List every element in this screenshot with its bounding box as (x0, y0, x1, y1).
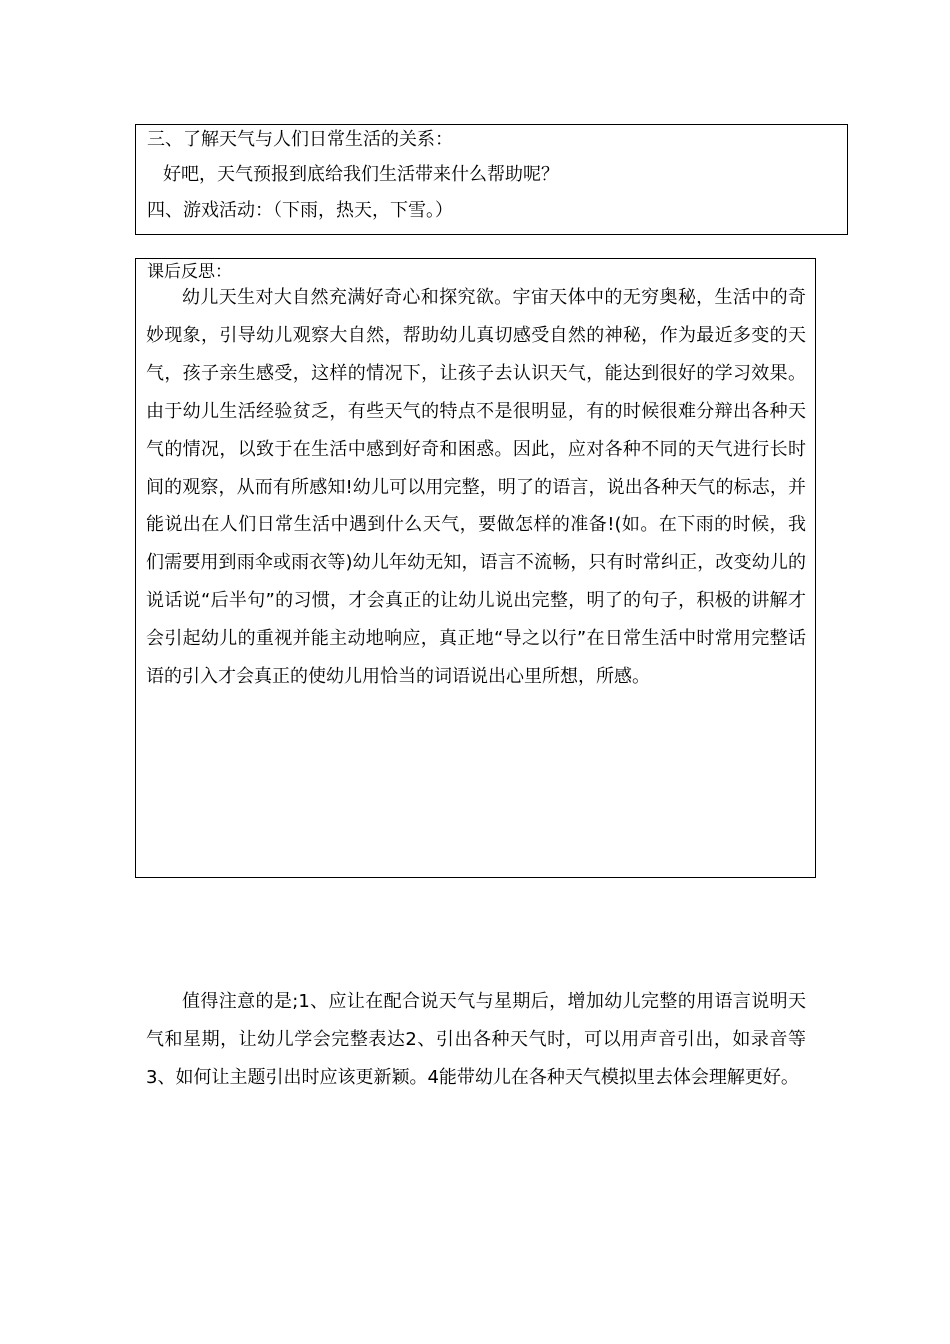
reflection-paragraph-2: 值得注意的是;1、应让在配合说天气与星期后，增加幼儿完整的用语言说明天气和星期，让幼儿学会完整表达2、引出各种天气时，可以用声音引出，如录音等3、如何让主题引出时应该更新颖。4能带幼儿在各种天气模拟里去体会理解更好。 (146, 991, 806, 1088)
reflection-box (135, 258, 816, 1088)
weather-question-text: 好吧，天气预报到底给我们生活带来什么帮助呢？ (163, 164, 559, 185)
section-three-heading: 三、了解天气与人们日常生活的关系： (147, 129, 453, 150)
reflection-heading: 课后反思： (147, 262, 232, 282)
section-four-heading: 四、游戏活动：（下雨，热天，下雪。） (147, 200, 453, 221)
activity-section-box (135, 124, 848, 235)
reflection-paragraph-1: 幼儿天生对大自然充满好奇心和探究欲。宇宙天体中的无穷奥秘，生活中的奇妙现象，引导幼儿观察大自然，帮助幼儿真切感受自然的神秘，作为最近多变的天气，孩子亲生感受，这样的情况下，让孩子去认识天气，能达到很好的学习效果。由于幼儿生活经验贫乏，有些天气的特点不是很明显，有的时候很难分辩出各种天气的情况，以致于在生活中感到好奇和困惑。因此，应对各种不同的天气进行长时间的观察，从而有所感知!幼儿可以用完整，明了的语言，说出各种天气的标志，并能说出在人们日常生活中遇到什么天气，要做怎样的准备!(如。在下雨的时候，我们需要用到雨伞或雨衣等)幼儿年幼无知，语言不流畅，只有时常纠正，改变幼儿的说话说“后半句”的习惯，才会真正的让幼儿说出完整，明了的句子，积极的讲解才会引起幼儿的重视并能主动地响应，真正地“导之以行”在日常生活中时常用完整话语的引入才会真正的使幼儿用恰当的词语说出心里所想，所感。 (146, 287, 806, 688)
